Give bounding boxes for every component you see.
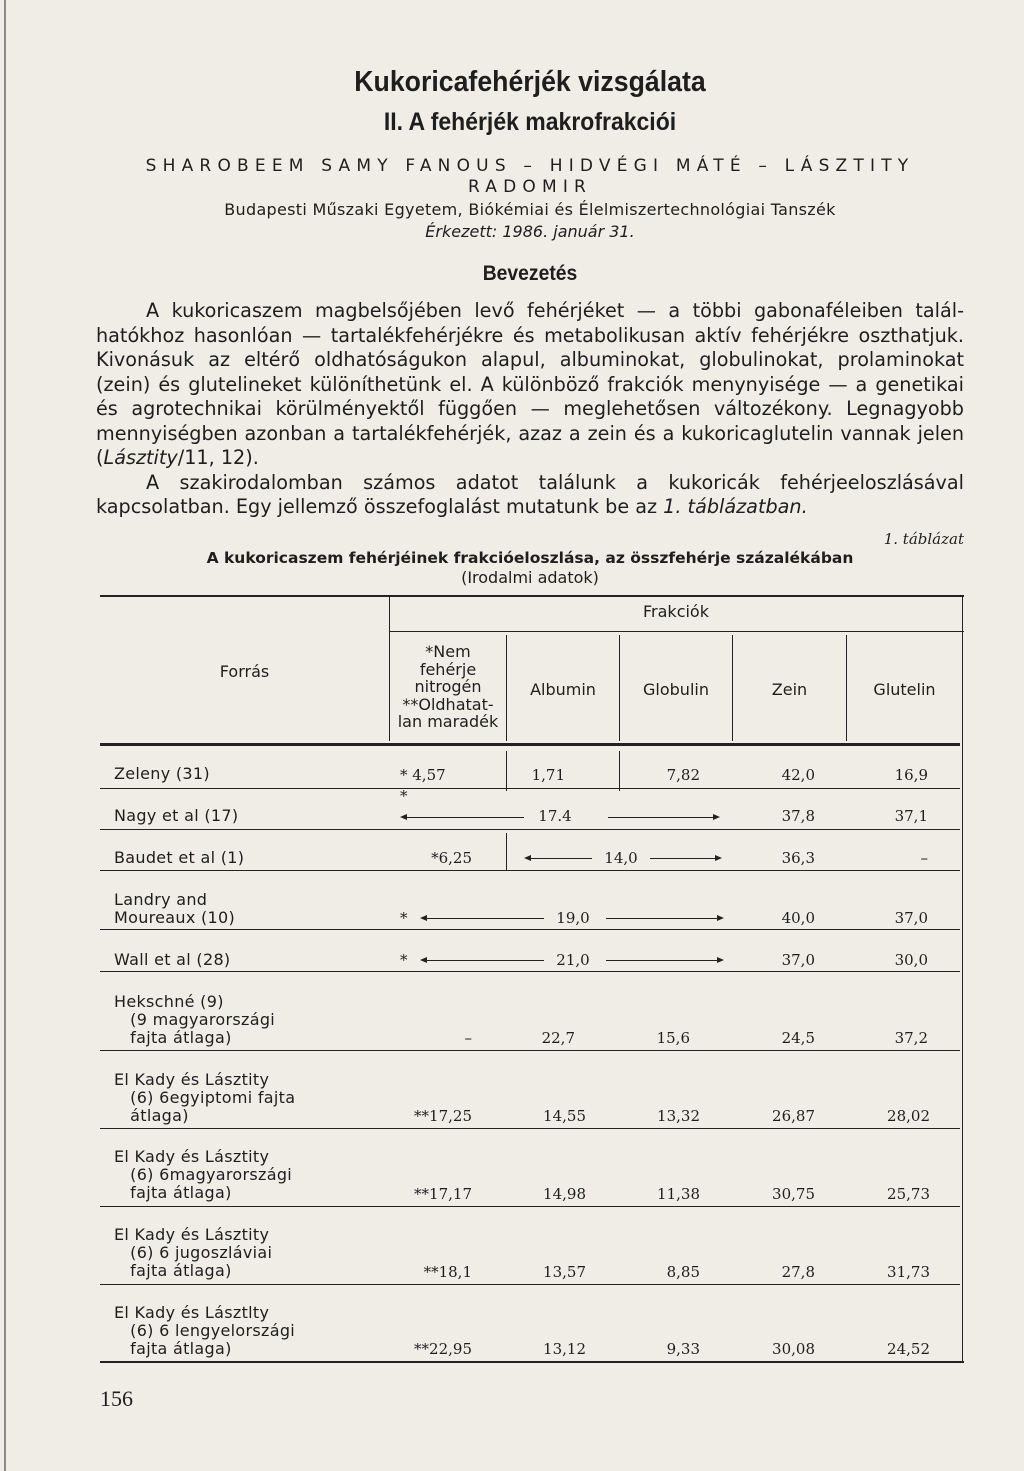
table-right-edge [962,595,963,1363]
row-rule [100,971,960,972]
citation: Lásztity [103,446,178,469]
cell-albumin: 1,71 [531,766,565,784]
header-fractions: Frakciók [643,602,709,621]
header-globulin: Globulin [643,680,709,699]
cell-zein: 26,87 [772,1107,815,1125]
row-rule [100,829,960,830]
header-nonprotein: *Nem fehérje nitrogén **Oldhatat- lan maradék [397,642,499,731]
authors-line-1: SHAROBEEM SAMY FANOUS – HIDVÉGI MÁTÉ – LÁSZTITY [145,156,915,176]
cell-nonprotein: **18,1 [423,1263,472,1281]
page-edge [4,0,6,1471]
cell-nonprotein-star: * [400,787,408,805]
row-source: Hekschné (9) (9 magyarországi fajta átlaga) [114,992,276,1047]
cell-divider [619,751,620,791]
cell-glutelin: 37,2 [894,1029,928,1047]
span-arrow-left [526,858,592,859]
table-top-rule [100,595,964,597]
cell-nonprotein: – [464,1029,472,1047]
cell-zein: 36,3 [781,849,815,867]
article-subtitle: II. A fehérjék makrofrakciói [383,108,677,136]
table-label: 1. táblázat [883,530,964,548]
cell-glutelin: 37,1 [894,807,928,825]
cell-albumin: 14,55 [543,1107,586,1125]
paragraph-text: A szakirodalomban számos adatot találunk a kukoricák fehérjeeloszlásával kapcsolatban. Egy jellemző összefoglalást mutatunk be az [96,470,964,518]
header-glutelin: Glutelin [873,680,936,699]
body-text [96,299,964,520]
header-source: Forrás [219,662,270,681]
cell-glutelin: 24,52 [887,1340,930,1358]
cell-albumin: 22,7 [541,1029,575,1047]
row-source: El Kady és Lásztity (6) 6magyarországi fajta átlaga) [114,1147,293,1202]
table-reference: 1. táblázatban. [663,495,808,518]
cell-glutelin: 37,0 [894,909,928,927]
authors-line-2: RADOMIR [467,177,593,197]
cell-glutelin: 25,73 [887,1185,930,1203]
span-arrow-right [606,918,722,919]
cell-combined: 17.4 [538,807,572,825]
cell-globulin: 9,33 [666,1340,700,1358]
header-zein: Zein [771,680,808,699]
cell-combined: 21,0 [556,951,590,969]
data-table [100,595,964,1365]
cell-albumin: 13,12 [543,1340,586,1358]
affiliation: Budapesti Műszaki Egyetem, Biókémiai és Élelmiszertechnológiai Tanszék [224,200,836,219]
cell-globulin: 13,32 [657,1107,700,1125]
cell-divider [506,751,507,791]
table-bottom-rule [100,1361,964,1363]
section-heading: Bevezetés [482,262,578,285]
paragraph [96,471,964,520]
cell-nonprotein: **22,95 [414,1340,472,1358]
row-source: El Kady és Lásztity (6) 6 jugoszláviai fajta átlaga) [114,1225,273,1280]
cell-zein: 37,0 [781,951,815,969]
header-albumin: Albumin [530,680,596,699]
paragraph-text: A kukoricaszem magbelsőjében levő fehérjéket — a többi gabonaféleiben találhatókhoz hasonlóan — tartalékfehérjékre és metabolikusan aktív fehérjékre oszthatjuk. Kivonásuk az eltérő oldhatóságukon alapul, albuminokat, globulinokat, prolaminokat (zein) és glutelineket különíthetünk el. A különböző frakciók menynyisége — a genetikai és agrotechnikai körülményektől függően — meglehetősen változékony. Legnagyobb mennyiségben azonban a tartalékfehérjék, azaz a zein és a kukoricaglutelin vannak jelen ( [96,299,964,469]
cell-zein: 37,8 [781,807,815,825]
cell-glutelin: 31,73 [887,1263,930,1281]
article-title: Kukoricafehérjék vizsgálata [354,66,706,98]
row-source: Wall et al (28) [114,950,231,969]
cell-zein: 40,0 [781,909,815,927]
cell-zein: 30,08 [772,1340,815,1358]
span-arrow-right [608,817,718,818]
span-arrow-left [422,960,544,961]
cell-globulin: 15,6 [656,1029,690,1047]
row-rule [100,1284,960,1285]
row-rule [100,1128,960,1129]
cell-globulin: 7,82 [666,766,700,784]
cell-nonprotein: *6,25 [431,849,472,867]
page-number: 156 [100,1386,133,1411]
span-arrow-left [402,817,524,818]
row-source: Zeleny (31) [114,764,210,783]
cell-glutelin: – [920,849,928,867]
span-arrow-right [606,960,722,961]
authors [100,156,960,198]
row-rule [100,1206,960,1207]
paragraph-text-end: /11, 12). [177,446,259,469]
cell-zein: 24,5 [781,1029,815,1047]
cell-globulin: 8,85 [666,1263,700,1281]
cell-combined: 19,0 [556,909,590,927]
received-date: Érkezett: 1986. január 31. [425,222,635,241]
cell-divider [506,833,507,871]
row-source: Baudet et al (1) [114,848,245,867]
cell-zein: 27,8 [781,1263,815,1281]
cell-nonprotein: **17,17 [414,1185,472,1203]
span-arrow-right [650,858,720,859]
table-caption: A kukoricaszem fehérjéinek frakcióeloszlása, az összfehérje százalékában [206,549,854,567]
paragraph [96,299,964,471]
span-arrow-left [422,918,544,919]
cell-combined: 14,0 [604,849,638,867]
cell-zein: 42,0 [781,766,815,784]
cell-glutelin: 30,0 [894,951,928,969]
cell-albumin: 14,98 [543,1185,586,1203]
row-source: Landry and Moureaux (10) [114,890,236,927]
cell-nonprotein: **17,25 [414,1107,472,1125]
row-rule [100,1050,960,1051]
header-bottom-rule [100,743,960,746]
fractions-rule [390,631,964,632]
cell-glutelin: 28,02 [887,1107,930,1125]
row-rule [100,788,960,789]
table-subcaption: (Irodalmi adatok) [461,568,599,587]
cell-nonprotein-star: * [400,909,408,927]
row-rule [100,929,960,930]
cell-glutelin: 16,9 [894,766,928,784]
row-source: El Kady és Lásztlty (6) 6 lengyelországi fajta átlaga) [114,1303,296,1358]
cell-nonprotein-star: * [400,951,408,969]
row-rule [100,870,960,871]
cell-zein: 30,75 [772,1185,815,1203]
row-source: El Kady és Lásztity (6) 6egyiptomi fajta átlaga) [114,1070,296,1125]
cell-globulin: 11,38 [657,1185,700,1203]
cell-nonprotein: * 4,57 [400,766,446,784]
cell-albumin: 13,57 [543,1263,586,1281]
row-source: Nagy et al (17) [114,806,239,825]
